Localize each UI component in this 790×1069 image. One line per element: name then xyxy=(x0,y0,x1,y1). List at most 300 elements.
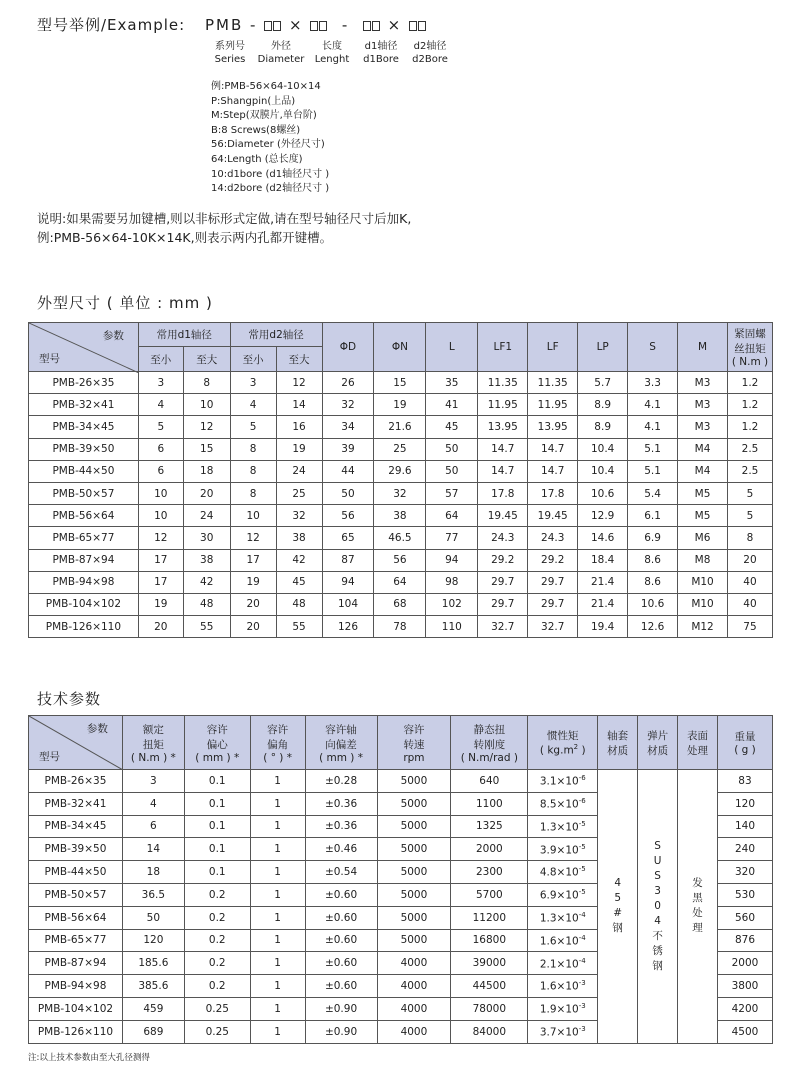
value-cell: 36.5 xyxy=(122,883,184,906)
value-cell: 32.7 xyxy=(528,616,578,638)
value-cell: 12 xyxy=(138,527,183,549)
value-cell: 64 xyxy=(374,571,426,593)
placeholder-box xyxy=(319,21,327,31)
col-header: ΦN xyxy=(374,323,426,372)
value-cell: 20 xyxy=(230,616,276,638)
value-cell: 4.1 xyxy=(628,416,678,438)
example-line: 64:Length (总长度) xyxy=(211,153,303,165)
weight-cell: 530 xyxy=(717,883,772,906)
segment-label-d2bore: d2轴径 d2Bore xyxy=(412,41,448,65)
example-line: 例:PMB-56×64-10×14 xyxy=(211,81,321,92)
value-cell: 32 xyxy=(322,394,374,416)
col-header: L xyxy=(426,323,478,372)
value-cell: 5 xyxy=(727,505,772,527)
model-cell: PMB-34×45 xyxy=(29,815,123,838)
model-cell: PMB-56×64 xyxy=(29,505,139,527)
weight-cell: 2000 xyxy=(717,952,772,975)
value-cell: 5 xyxy=(230,416,276,438)
value-cell: 5000 xyxy=(377,929,451,952)
value-cell: 14 xyxy=(276,394,322,416)
value-cell: 17 xyxy=(230,549,276,571)
value-cell: 42 xyxy=(183,571,230,593)
placeholder-box xyxy=(273,21,281,31)
value-cell: 2.5 xyxy=(727,438,772,460)
dimensions-table xyxy=(28,322,773,638)
stiffness-header: 静态扭 转刚度 ( N.m/rad ) xyxy=(451,716,528,770)
hub-material-cell: 4 5 # 钢 xyxy=(598,770,638,1044)
value-cell: 12.6 xyxy=(628,616,678,638)
value-cell: 1 xyxy=(250,883,305,906)
table-row xyxy=(29,482,773,504)
segment-label-length: 长度 Lenght xyxy=(314,41,350,65)
value-cell: 4000 xyxy=(377,952,451,975)
inertia-cell: $6.9\times 10^{-5}$ xyxy=(528,883,598,906)
value-cell: M10 xyxy=(678,593,728,615)
value-cell: 14.7 xyxy=(528,460,578,482)
dimensions-body xyxy=(29,372,773,638)
value-cell: M3 xyxy=(678,372,728,394)
model-cell: PMB-34×45 xyxy=(29,416,139,438)
corner-header: 参数 型号 xyxy=(29,716,123,770)
value-cell: 1 xyxy=(250,997,305,1020)
hub-material-header: 轴套 材质 xyxy=(598,716,638,770)
table-row xyxy=(29,527,773,549)
value-cell: 4.1 xyxy=(628,394,678,416)
value-cell: 19 xyxy=(138,593,183,615)
value-cell: 11.35 xyxy=(478,372,528,394)
model-cell: PMB-126×110 xyxy=(29,1020,123,1043)
value-cell: 21.4 xyxy=(578,571,628,593)
value-cell: 38 xyxy=(374,505,426,527)
value-cell: 94 xyxy=(426,549,478,571)
weight-cell: 4200 xyxy=(717,997,772,1020)
value-cell: 1325 xyxy=(451,815,528,838)
tech-title: 技术参数 xyxy=(37,690,102,708)
segment-label-d1bore: d1轴径 d1Bore xyxy=(363,41,399,65)
value-cell: 5000 xyxy=(377,906,451,929)
value-cell: M3 xyxy=(678,416,728,438)
value-cell: 17.8 xyxy=(478,482,528,504)
corner-header: 参数 型号 xyxy=(29,323,139,372)
d1-min-header: 至小 xyxy=(138,347,183,372)
value-cell: ±0.90 xyxy=(305,1020,377,1043)
value-cell: 5000 xyxy=(377,792,451,815)
value-cell: 6 xyxy=(138,438,183,460)
value-cell: 5.7 xyxy=(578,372,628,394)
value-cell: 29.7 xyxy=(528,593,578,615)
value-cell: 5000 xyxy=(377,838,451,861)
value-cell: 68 xyxy=(374,593,426,615)
value-cell: M4 xyxy=(678,438,728,460)
value-cell: 0.1 xyxy=(184,838,250,861)
value-cell: 77 xyxy=(426,527,478,549)
example-line: P:Shangpin(上品) xyxy=(211,95,296,107)
value-cell: ±0.46 xyxy=(305,838,377,861)
value-cell: 4000 xyxy=(377,1020,451,1043)
footer-note: 注:以上技术参数由至大孔径测得 xyxy=(28,1053,150,1063)
value-cell: 8 xyxy=(230,460,276,482)
value-cell: 4 xyxy=(230,394,276,416)
value-cell: 64 xyxy=(426,505,478,527)
value-cell: 24 xyxy=(183,505,230,527)
value-cell: 5.4 xyxy=(628,482,678,504)
value-cell: 20 xyxy=(230,593,276,615)
table-row xyxy=(29,571,773,593)
speed-header: 容许 转速 rpm xyxy=(377,716,451,770)
table-row xyxy=(29,416,773,438)
inertia-cell: $1.3\times 10^{-4}$ xyxy=(528,906,598,929)
model-cell: PMB-44×50 xyxy=(29,861,123,884)
d2-max-header: 至大 xyxy=(276,347,322,372)
value-cell: 40 xyxy=(727,571,772,593)
weight-cell: 320 xyxy=(717,861,772,884)
value-cell: 8.9 xyxy=(578,394,628,416)
value-cell: 102 xyxy=(426,593,478,615)
value-cell: 19.45 xyxy=(478,505,528,527)
value-cell: 8 xyxy=(727,527,772,549)
value-cell: 32.7 xyxy=(478,616,528,638)
col-header: LF xyxy=(528,323,578,372)
keyway-note: 说明:如果需要另加键槽,则以非标形式定做,请在型号轴径尺寸后加K, 例:PMB-56×64-10K×14K,则表示两内孔都开键槽。 xyxy=(37,211,412,245)
value-cell: ±0.60 xyxy=(305,929,377,952)
value-cell: 10 xyxy=(138,482,183,504)
value-cell: ±0.36 xyxy=(305,792,377,815)
value-cell: 78000 xyxy=(451,997,528,1020)
value-cell: 19 xyxy=(230,571,276,593)
value-cell: 0.1 xyxy=(184,815,250,838)
placeholder-box xyxy=(264,21,272,31)
model-cell: PMB-26×35 xyxy=(29,372,139,394)
value-cell: 21.4 xyxy=(578,593,628,615)
value-cell: M4 xyxy=(678,460,728,482)
value-cell: 4 xyxy=(122,792,184,815)
value-cell: 3.3 xyxy=(628,372,678,394)
model-cell: PMB-87×94 xyxy=(29,549,139,571)
value-cell: 18 xyxy=(183,460,230,482)
value-cell: 15 xyxy=(183,438,230,460)
value-cell: 3 xyxy=(230,372,276,394)
value-cell: 1 xyxy=(250,929,305,952)
value-cell: 1 xyxy=(250,861,305,884)
model-cell: PMB-32×41 xyxy=(29,792,123,815)
value-cell: 24.3 xyxy=(528,527,578,549)
value-cell: 0.2 xyxy=(184,975,250,998)
value-cell: 5000 xyxy=(377,861,451,884)
value-cell: 2000 xyxy=(451,838,528,861)
value-cell: 1 xyxy=(250,975,305,998)
value-cell: 1 xyxy=(250,838,305,861)
value-cell: 0.1 xyxy=(184,861,250,884)
value-cell: 5.1 xyxy=(628,438,678,460)
value-cell: M3 xyxy=(678,394,728,416)
value-cell: 21.6 xyxy=(374,416,426,438)
value-cell: 50 xyxy=(122,906,184,929)
value-cell: 689 xyxy=(122,1020,184,1043)
value-cell: 56 xyxy=(322,505,374,527)
value-cell: M12 xyxy=(678,616,728,638)
inertia-cell: $1.6\times 10^{-3}$ xyxy=(528,975,598,998)
value-cell: ±0.90 xyxy=(305,997,377,1020)
value-cell: 5 xyxy=(727,482,772,504)
table-row xyxy=(29,438,773,460)
inertia-cell: $1.9\times 10^{-3}$ xyxy=(528,997,598,1020)
value-cell: 0.2 xyxy=(184,929,250,952)
value-cell: 29.7 xyxy=(478,571,528,593)
value-cell: 98 xyxy=(426,571,478,593)
value-cell: 1 xyxy=(250,1020,305,1043)
value-cell: 24 xyxy=(276,460,322,482)
value-cell: 78 xyxy=(374,616,426,638)
value-cell: 2.5 xyxy=(727,460,772,482)
value-cell: 41 xyxy=(426,394,478,416)
value-cell: 126 xyxy=(322,616,374,638)
example-explanation xyxy=(211,80,329,197)
placeholder-box xyxy=(372,21,380,31)
value-cell: 30 xyxy=(183,527,230,549)
surface-header: 表面 处理 xyxy=(678,716,718,770)
value-cell: 55 xyxy=(183,616,230,638)
value-cell: 17 xyxy=(138,549,183,571)
value-cell: 5000 xyxy=(377,770,451,793)
value-cell: 1 xyxy=(250,815,305,838)
value-cell: 18 xyxy=(122,861,184,884)
placeholder-box xyxy=(409,21,417,31)
value-cell: 50 xyxy=(322,482,374,504)
value-cell: 5 xyxy=(138,416,183,438)
value-cell: 19 xyxy=(374,394,426,416)
value-cell: ±0.60 xyxy=(305,952,377,975)
value-cell: ±0.54 xyxy=(305,861,377,884)
value-cell: 1 xyxy=(250,770,305,793)
value-cell: 10.6 xyxy=(578,482,628,504)
value-cell: ±0.36 xyxy=(305,815,377,838)
value-cell: 32 xyxy=(374,482,426,504)
value-cell: 104 xyxy=(322,593,374,615)
col-header: LP xyxy=(578,323,628,372)
value-cell: ±0.28 xyxy=(305,770,377,793)
value-cell: 0.1 xyxy=(184,770,250,793)
value-cell: 46.5 xyxy=(374,527,426,549)
value-cell: 10.4 xyxy=(578,438,628,460)
value-cell: 57 xyxy=(426,482,478,504)
inertia-cell: $3.9\times 10^{-5}$ xyxy=(528,838,598,861)
value-cell: 1 xyxy=(250,906,305,929)
value-cell: 34 xyxy=(322,416,374,438)
value-cell: 17 xyxy=(138,571,183,593)
value-cell: M10 xyxy=(678,571,728,593)
value-cell: 110 xyxy=(426,616,478,638)
inertia-cell: $4.8\times 10^{-5}$ xyxy=(528,861,598,884)
inertia-cell: $8.5\times 10^{-6}$ xyxy=(528,792,598,815)
model-cell: PMB-104×102 xyxy=(29,593,139,615)
value-cell: 45 xyxy=(426,416,478,438)
value-cell: 40 xyxy=(727,593,772,615)
weight-cell: 120 xyxy=(717,792,772,815)
d1-group-header: 常用d1轴径 xyxy=(138,323,230,347)
value-cell: 8 xyxy=(230,438,276,460)
value-cell: 4000 xyxy=(377,997,451,1020)
value-cell: 38 xyxy=(276,527,322,549)
weight-cell: 560 xyxy=(717,906,772,929)
col-header: ΦD xyxy=(322,323,374,372)
value-cell: 19 xyxy=(276,438,322,460)
value-cell: 39000 xyxy=(451,952,528,975)
value-cell: 12 xyxy=(230,527,276,549)
value-cell: 8.6 xyxy=(628,549,678,571)
value-cell: 45 xyxy=(276,571,322,593)
value-cell: 8.6 xyxy=(628,571,678,593)
value-cell: 8.9 xyxy=(578,416,628,438)
value-cell: 459 xyxy=(122,997,184,1020)
model-code-pattern: PMB - × - × xyxy=(205,16,427,34)
value-cell: 1.2 xyxy=(727,394,772,416)
placeholder-box xyxy=(310,21,318,31)
value-cell: 10 xyxy=(183,394,230,416)
tech-body xyxy=(29,770,773,1044)
value-cell: 20 xyxy=(727,549,772,571)
value-cell: 385.6 xyxy=(122,975,184,998)
model-cell: PMB-39×50 xyxy=(29,838,123,861)
value-cell: 84000 xyxy=(451,1020,528,1043)
value-cell: 11.95 xyxy=(478,394,528,416)
d2-group-header: 常用d2轴径 xyxy=(230,323,322,347)
value-cell: 3 xyxy=(122,770,184,793)
value-cell: M5 xyxy=(678,505,728,527)
example-label: 型号举例/Example: xyxy=(37,16,186,34)
eccentricity-header: 容许 偏心 ( mm ) * xyxy=(184,716,250,770)
value-cell: 4000 xyxy=(377,975,451,998)
value-cell: M8 xyxy=(678,549,728,571)
value-cell: 5700 xyxy=(451,883,528,906)
model-cell: PMB-32×41 xyxy=(29,394,139,416)
table-row xyxy=(29,394,773,416)
segment-label-series: 系列号 Series xyxy=(214,41,246,65)
value-cell: 3 xyxy=(138,372,183,394)
value-cell: 8 xyxy=(183,372,230,394)
model-cell: PMB-126×110 xyxy=(29,616,139,638)
value-cell: 10.4 xyxy=(578,460,628,482)
weight-cell: 140 xyxy=(717,815,772,838)
value-cell: ±0.60 xyxy=(305,906,377,929)
model-cell: PMB-65×77 xyxy=(29,929,123,952)
model-cell: PMB-94×98 xyxy=(29,571,139,593)
weight-cell: 876 xyxy=(717,929,772,952)
d2-min-header: 至小 xyxy=(230,347,276,372)
weight-cell: 4500 xyxy=(717,1020,772,1043)
value-cell: 29.2 xyxy=(528,549,578,571)
value-cell: 25 xyxy=(276,482,322,504)
model-cell: PMB-50×57 xyxy=(29,482,139,504)
value-cell: 0.25 xyxy=(184,997,250,1020)
value-cell: 42 xyxy=(276,549,322,571)
value-cell: 44500 xyxy=(451,975,528,998)
value-cell: 12 xyxy=(276,372,322,394)
value-cell: 1.2 xyxy=(727,416,772,438)
weight-cell: 83 xyxy=(717,770,772,793)
value-cell: 17.8 xyxy=(528,482,578,504)
example-line: B:8 Screws(8螺丝) xyxy=(211,124,301,136)
col-header: S xyxy=(628,323,678,372)
value-cell: 39 xyxy=(322,438,374,460)
value-cell: 6.9 xyxy=(628,527,678,549)
value-cell: 10.6 xyxy=(628,593,678,615)
inertia-cell: $1.6\times 10^{-4}$ xyxy=(528,929,598,952)
value-cell: 13.95 xyxy=(528,416,578,438)
value-cell: 14.6 xyxy=(578,527,628,549)
weight-cell: 3800 xyxy=(717,975,772,998)
value-cell: 75 xyxy=(727,616,772,638)
table-row xyxy=(29,593,773,615)
value-cell: 10 xyxy=(230,505,276,527)
surface-cell: 发 黑 处 理 xyxy=(678,770,718,1044)
inertia-header: 惯性矩 ( $kg.m^2$ ) xyxy=(528,716,598,770)
value-cell: 5000 xyxy=(377,883,451,906)
value-cell: 35 xyxy=(426,372,478,394)
value-cell: 65 xyxy=(322,527,374,549)
value-cell: M6 xyxy=(678,527,728,549)
table-row xyxy=(29,460,773,482)
value-cell: 2300 xyxy=(451,861,528,884)
value-cell: 29.6 xyxy=(374,460,426,482)
value-cell: 14.7 xyxy=(478,438,528,460)
table-row xyxy=(29,616,773,638)
tech-table xyxy=(28,715,773,1044)
d1-max-header: 至大 xyxy=(183,347,230,372)
dimensions-title: 外型尺寸 ( 单位 : mm ) xyxy=(37,294,213,312)
col-header: LF1 xyxy=(478,323,528,372)
value-cell: 11.35 xyxy=(528,372,578,394)
value-cell: 4 xyxy=(138,394,183,416)
value-cell: 0.2 xyxy=(184,952,250,975)
value-cell: 1100 xyxy=(451,792,528,815)
model-cell: PMB-26×35 xyxy=(29,770,123,793)
value-cell: 29.7 xyxy=(478,593,528,615)
rated-torque-header: 额定 扭矩 ( N.m ) * xyxy=(122,716,184,770)
value-cell: 12 xyxy=(183,416,230,438)
placeholder-box xyxy=(363,21,371,31)
value-cell: 1 xyxy=(250,792,305,815)
value-cell: 16800 xyxy=(451,929,528,952)
value-cell: 12.9 xyxy=(578,505,628,527)
inertia-cell: $1.3\times 10^{-5}$ xyxy=(528,815,598,838)
model-cell: PMB-104×102 xyxy=(29,997,123,1020)
value-cell: M5 xyxy=(678,482,728,504)
table-row xyxy=(29,770,773,793)
value-cell: 0.2 xyxy=(184,906,250,929)
model-cell: PMB-65×77 xyxy=(29,527,139,549)
value-cell: 50 xyxy=(426,460,478,482)
value-cell: 19.45 xyxy=(528,505,578,527)
table-row xyxy=(29,505,773,527)
disc-material-header: 弹片 材质 xyxy=(638,716,678,770)
value-cell: 14.7 xyxy=(478,460,528,482)
value-cell: 38 xyxy=(183,549,230,571)
angle-header: 容许 偏角 ( ° ) * xyxy=(250,716,305,770)
value-cell: 18.4 xyxy=(578,549,628,571)
value-cell: 0.1 xyxy=(184,792,250,815)
value-cell: 14 xyxy=(122,838,184,861)
value-cell: 640 xyxy=(451,770,528,793)
model-cell: PMB-50×57 xyxy=(29,883,123,906)
value-cell: 32 xyxy=(276,505,322,527)
model-cell: PMB-44×50 xyxy=(29,460,139,482)
example-line: M:Step(双膜片,单台阶) xyxy=(211,110,317,122)
value-cell: 48 xyxy=(276,593,322,615)
value-cell: 15 xyxy=(374,372,426,394)
value-cell: 6 xyxy=(138,460,183,482)
value-cell: 50 xyxy=(426,438,478,460)
weight-cell: 240 xyxy=(717,838,772,861)
